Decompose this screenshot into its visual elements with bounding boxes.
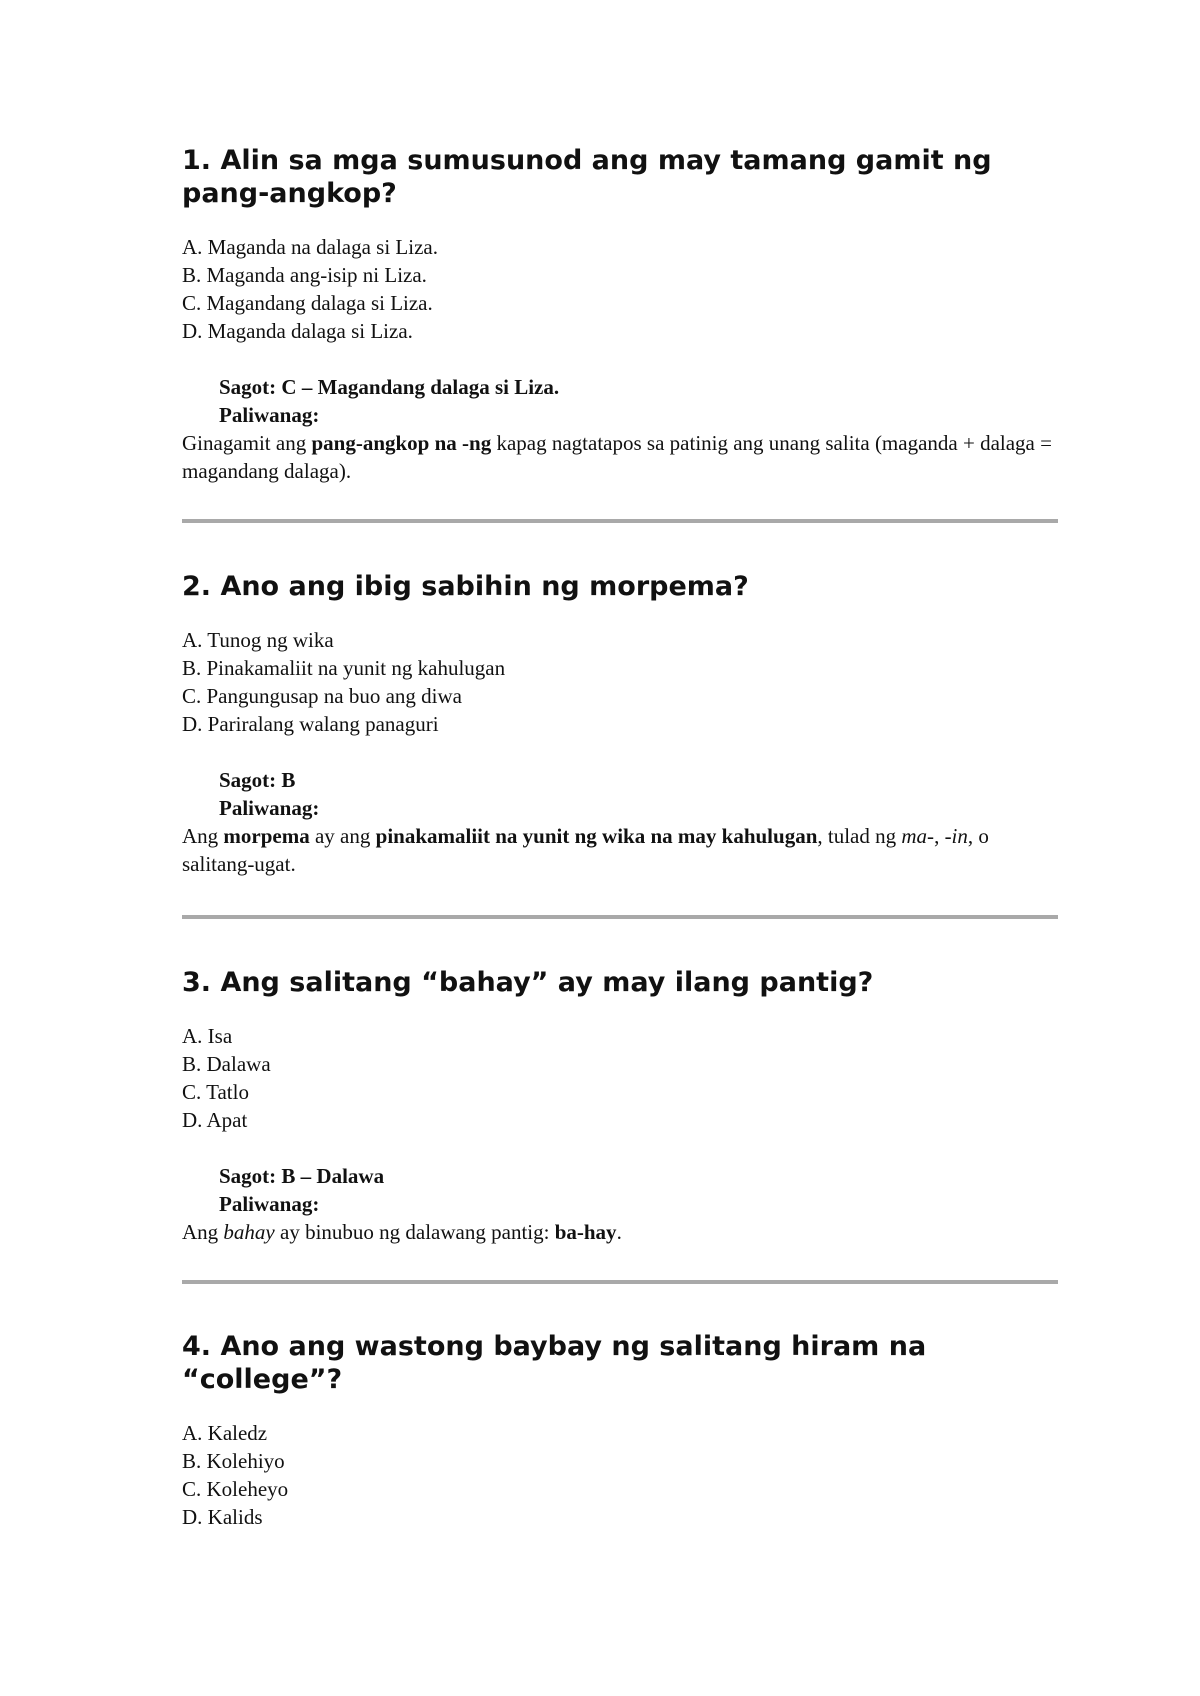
option-b: B. Maganda ang-isip ni Liza. — [182, 263, 427, 287]
options-list — [182, 626, 1062, 738]
question-1 — [182, 144, 1062, 485]
option-a: A. Tunog ng wika — [182, 628, 334, 652]
question-3 — [182, 966, 1062, 1246]
explanation-part: , — [934, 824, 945, 848]
answer-block — [182, 766, 1062, 878]
explanation-italic: ma- — [901, 824, 935, 848]
answer-label: Sagot: — [219, 1164, 277, 1188]
option-b: B. Dalawa — [182, 1052, 271, 1076]
explanation-part: . — [616, 1220, 622, 1244]
option-c: C. Magandang dalaga si Liza. — [182, 291, 433, 315]
divider — [182, 915, 1058, 919]
question-title: 3. Ang salitang “bahay” ay may ilang pantig? — [182, 967, 874, 998]
explanation-part: Ginagamit ang — [182, 431, 312, 455]
answer-line — [182, 766, 1062, 794]
explanation-part: ay ang — [309, 824, 376, 848]
explanation-part: Ang — [182, 1220, 224, 1244]
explanation-bold: pinakamaliit na yunit ng wika na may kahulugan — [375, 824, 818, 848]
question-4 — [182, 1330, 1062, 1531]
explanation-bold: morpema — [223, 824, 310, 848]
answer-value: B — [281, 768, 296, 792]
option-d: D. Apat — [182, 1108, 248, 1132]
explanation-italic: -in — [944, 824, 968, 848]
answer-line — [182, 1162, 1062, 1190]
explanation-part: Ang — [182, 824, 224, 848]
explanation-bold: pang-angkop na -ng — [311, 431, 492, 455]
option-d: D. Maganda dalaga si Liza. — [182, 319, 413, 343]
explanation-part: , tulad ng — [817, 824, 902, 848]
options-list — [182, 1419, 1062, 1531]
explanation-part: , o salitang-ugat. — [182, 824, 989, 876]
option-a: A. Isa — [182, 1024, 233, 1048]
options-list — [182, 1022, 1062, 1134]
option-d: D. Kalids — [182, 1505, 263, 1529]
divider — [182, 1280, 1058, 1284]
explanation-part: ay binubuo ng dalawang pantig: — [274, 1220, 555, 1244]
question-title: 1. Alin sa mga sumusunod ang may tamang gamit ng pang-angkop? — [182, 145, 992, 209]
answer-value: C – Magandang dalaga si Liza. — [281, 375, 560, 399]
option-b: B. Kolehiyo — [182, 1449, 285, 1473]
explanation-text — [182, 822, 1062, 878]
answer-block — [182, 373, 1062, 485]
question-title: 2. Ano ang ibig sabihin ng morpema? — [182, 571, 749, 602]
explanation-part: kapag nagtatapos sa patinig ang unang salita (maganda + dalaga = magandang dalaga). — [182, 431, 1052, 483]
option-a: A. Maganda na dalaga si Liza. — [182, 235, 438, 259]
explanation-text — [182, 1218, 1062, 1246]
option-d: D. Pariralang walang panaguri — [182, 712, 439, 736]
option-a: A. Kaledz — [182, 1421, 268, 1445]
option-c: C. Tatlo — [182, 1080, 249, 1104]
option-c: C. Koleheyo — [182, 1477, 289, 1501]
answer-label: Sagot: — [219, 375, 277, 399]
answer-line — [182, 373, 1062, 401]
explanation-italic: bahay — [223, 1220, 275, 1244]
question-2 — [182, 570, 1062, 878]
option-b: B. Pinakamaliit na yunit ng kahulugan — [182, 656, 506, 680]
explanation-label: Paliwanag: — [219, 1192, 320, 1216]
options-list — [182, 233, 1062, 345]
explanation-label: Paliwanag: — [219, 403, 320, 427]
option-c: C. Pangungusap na buo ang diwa — [182, 684, 462, 708]
explanation-text — [182, 429, 1062, 485]
question-title: 4. Ano ang wastong baybay ng salitang hiram na “college”? — [182, 1331, 927, 1395]
answer-label: Sagot: — [219, 768, 277, 792]
divider — [182, 519, 1058, 523]
explanation-bold: ba-hay — [554, 1220, 617, 1244]
answer-value: B – Dalawa — [281, 1164, 385, 1188]
answer-block — [182, 1162, 1062, 1246]
explanation-label: Paliwanag: — [219, 796, 320, 820]
